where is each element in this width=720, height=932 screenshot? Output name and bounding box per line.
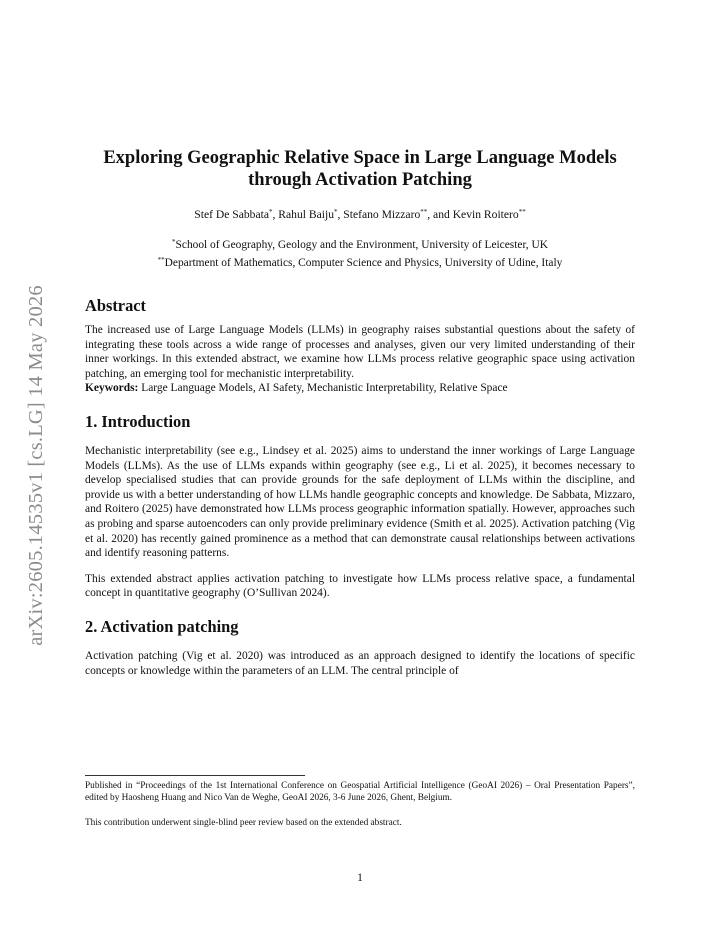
author-separator: , — [272, 208, 279, 221]
author-name: Stef De Sabbata — [194, 208, 269, 221]
footnote-block — [85, 780, 635, 829]
abstract-heading: Abstract — [85, 296, 146, 315]
abstract-body: The increased use of Large Language Models (LLMs) in geography raises substantial questions about the safety of integrating these tools across a wide range of processes and analyses, given our very limited understanding of their inner workings. In this extended abstract, we examine how LLMs process relative geographic space using activation patching, an emerging tool for mechanistic interpretability. — [85, 324, 635, 380]
footnote-divider — [85, 775, 305, 776]
author-mark: * — [334, 208, 338, 216]
affiliation-line — [85, 235, 635, 253]
author-mark: * — [268, 208, 273, 216]
affiliation-mark: * — [172, 238, 176, 246]
keywords-text: Large Language Models, AI Safety, Mechanistic Interpretability, Relative Space — [141, 382, 508, 395]
author-mark: ** — [518, 208, 526, 216]
footnote-publication: Published in “Proceedings of the 1st International Conference on Geospatial Artificial Intelligence (GeoAI 2026) – Oral Presentation Papers”, edited by Haosheng Huang and Nico Van de Weghe, GeoAI 2026, 3-6 June 2026, Ghent, Belgium. — [85, 781, 635, 804]
affiliation-list — [85, 235, 635, 270]
author-separator: , — [337, 208, 344, 221]
author-name: Kevin Roitero — [452, 208, 519, 221]
author-name: Rahul Baiju — [278, 208, 334, 221]
page-number: 1 — [357, 872, 363, 884]
author-separator: , and — [427, 208, 453, 221]
keywords-line — [85, 381, 635, 396]
activation-patching-paragraph: Activation patching (Vig et al. 2020) was introduced as an approach designed to identify the locations of specific concepts or knowledge within the parameters of an LLM. The central principle of — [85, 649, 635, 677]
affiliation-mark: ** — [157, 255, 165, 264]
paper-page — [85, 147, 635, 678]
introduction-paragraph: Mechanistic interpretability (see e.g., Lindsey et al. 2025) aims to understand the inner workings of Large Language Models (LLMs). As the use of LLMs expands within geography (see e.g., Li et al. 2025), it becomes necessary to develop specialised studies that can provide grounds for the safe deployment of LLMs within the discipline, and provide us with a better understanding of how LLMs handle geographic concepts and knowledge. De Sabbata, Mizzaro, and Roitero (2025) have demonstrated how LLMs process geographic information spatially. However, approaches such as probing and sparse autoencoders can only provide preliminary evidence (Smith et al. 2025). Activation patching (Vig et al. 2020) has recently gained prominence as a method that can demonstrate causal relationships between activations and identify reasoning patterns. — [85, 444, 635, 560]
section-heading-activation-patching: 2. Activation patching — [85, 616, 239, 636]
author-name: Stefano Mizzaro — [343, 208, 421, 221]
affiliation-line — [85, 253, 635, 271]
paper-title: Exploring Geographic Relative Space in Large Language Models through Activation Patching — [103, 148, 617, 190]
affiliation-text: School of Geography, Geology and the Environment, University of Leicester, UK — [175, 239, 548, 251]
author-mark: ** — [420, 208, 428, 216]
arxiv-identifier-text: arXiv:2605.14535v1 [cs.LG] 14 May 2026 — [24, 284, 47, 646]
keywords-label: Keywords: — [85, 382, 139, 395]
author-list — [85, 205, 635, 222]
arxiv-side-identifier — [22, 255, 50, 675]
footnote-review: This contribution underwent single-blind peer review based on the extended abstract. — [85, 817, 402, 828]
affiliation-text: Department of Mathematics, Computer Science and Physics, University of Udine, Italy — [164, 256, 563, 269]
section-heading-introduction: 1. Introduction — [85, 411, 191, 431]
introduction-paragraph: This extended abstract applies activation patching to investigate how LLMs process relative space, a fundamental concept in quantitative geography (O’Sullivan 2024). — [85, 572, 635, 600]
